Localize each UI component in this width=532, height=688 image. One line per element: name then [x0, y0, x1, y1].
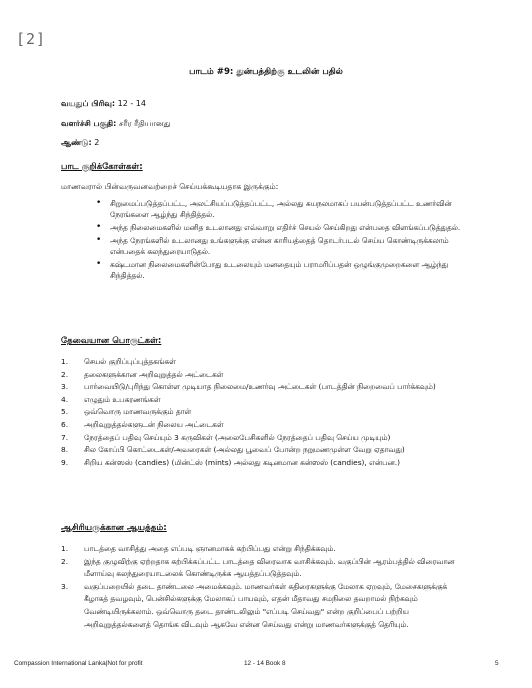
- objectives-intro: மாணவரால் பின்வருவனவற்றைச் செய்யக்கூடியதாக இருக்கும்:: [61, 182, 279, 191]
- list-item: 1. செயல் குறிப்புப்புத்தகங்கள்: [61, 357, 176, 366]
- domain-label: வளர்ச்சி பகுதி:: [61, 119, 117, 128]
- list-item: 6. அறிவுறுத்தல்களுடன் நிலைய அட்டைகள்: [61, 419, 224, 429]
- objectives-list: [96, 198, 476, 283]
- page-marker: [2]: [16, 30, 47, 48]
- footer-left: Compassion International Lanka|Not for profit: [14, 660, 143, 667]
- list-item: 3. பார்வையிடு/புரிந்து கொள்ள முடியாத நிலைமை/உணர்வு அட்டைகள் (பாடத்தின் நிறைவைப் பார்க்கவும்): [61, 382, 436, 392]
- list-item: 2. இந்த குழுவிற்கு ஏற்றதாக கற்பிக்கப்பட்ட பாடத்தை விரைவாக வாசிக்கவும். வகுப்பின் ஆரம்பத்தில் விரைவான மீளாய்வு கலந்துரையாடலைக் கொண்டிருக்க ஆயத்தப்படுத்தவும்.: [61, 556, 455, 579]
- list-item: 7. நேரத்தைப் பதிவு செய்யும் 3 கருவிகள் (அலைபேசிகளில் நேரத்தைப் பதிவு செய்ய முடியும்): [61, 432, 391, 442]
- footer-center: 12 - 14 Book 8: [244, 660, 286, 667]
- objectives-heading: பாட குறிக்கோள்கள்:: [61, 162, 143, 172]
- bullet-icon: •: [96, 235, 102, 245]
- list-item: 3. வகுப்பறையில் தடை தாண்டலை அமைக்கவும். மாணவர்கள் கதிரைகளுக்கு மேலாக ஏறவும், மேசைகளுக்குக் கீழாகத் தவழவும், பென்சில்களுக்கு மேலாகப் பாயவும், எதன் மீதாவது சமநிலை தவறாமல் நிற்கவும் வேண்டியிருக்கலாம். ஒவ்வொரு தடை தாண்டலிலும் "எப்படி செய்வது" என்ற குறிப்பைப் பற்றிய அறிவுறுத்தல்களைத் தொங்க விடவும் ஆகவே என்ன செய்வது என்று மாணவர்களுக்குத் தெரியும்.: [61, 581, 448, 629]
- insight-heading: ஆசிரியருக்கான ஆயத்தம்:: [61, 523, 167, 533]
- materials-heading: தேவையான பொருட்கள்:: [61, 336, 162, 346]
- list-item: 9. சிறிய கன்ஸஸ் (candies) (மின்ட்ஸ் (mints) அல்லது கடினமான கன்ஸஸ் (candies), என்பன.): [61, 457, 400, 467]
- year-value: 2: [94, 138, 100, 147]
- list-item: 8. சில கோப்பி கொட்டைகள்/அவரைகள் (அல்லது பூவைப் போன்ற நறுமணமுள்ள வேறு ஏதாவது): [61, 445, 405, 455]
- age-label: வயதுப் பிரிவு:: [61, 99, 116, 108]
- list-item: 4. எழுதும் உபகரணங்கள்: [61, 394, 161, 404]
- insight-list: [61, 543, 471, 631]
- list-item: 1. பாடத்தை வாசித்து அதை எப்படி ஞானமாகக் கற்பிப்பது என்று சிந்திக்கவும்.: [61, 544, 336, 553]
- domain-value: சரீர ரீதியானது: [118, 119, 171, 128]
- list-item: • கஷ்டமான நிலைமைகளின்போது உடலையும் மனதையும் பராமரிப்பதன் ஒழுங்குமுறைகளை ஆழ்ந்து சிந்தித்தல்.: [96, 259, 449, 280]
- footer-page-number: 5: [495, 660, 499, 667]
- age-group-row: [61, 99, 146, 109]
- list-item: 2. தலைகளுக்கான அறிவுறுத்தல் அட்டைகள்: [61, 369, 224, 379]
- lesson-title: பாடம் #9: துன்பத்திற்கு உடலின் பதில்: [189, 67, 343, 77]
- year-label: ஆண்டு:: [61, 138, 92, 147]
- list-item: • அந்த நிலைமைகளில் மனித உடலானது எவ்வாறு எதிர்ச் செயல் செய்கிறது என்பதை விளங்கப்படுத்துதல்.: [96, 222, 461, 232]
- list-item: 5. ஒவ்வொரு மாணவருக்கும் தாள்: [61, 407, 192, 417]
- bullet-icon: •: [96, 259, 102, 269]
- age-value: 12 - 14: [117, 99, 146, 108]
- year-row: [61, 138, 99, 148]
- list-item: • சிறுமைப்படுத்தப்பட்ட, அலட்சியப்படுத்தப்பட்ட, அல்லது சுயநலமாகப் பயன்படுத்தப்பட்ட உணர்வின் நேரங்களை ஆழ்ந்து சிந்தித்தல்.: [96, 198, 452, 219]
- bullet-icon: •: [96, 222, 102, 232]
- bullet-icon: •: [96, 198, 102, 208]
- list-item: • அந்த நேரங்களில் உடலானது உங்களுக்கு என்ன காரியத்தைத் தொடர்படல் செய்ய கொண்டிருக்கலாம் என்பதைக் கலந்துரையாடுதல்.: [96, 235, 449, 256]
- domain-row: [61, 119, 171, 129]
- materials-list: [61, 356, 471, 469]
